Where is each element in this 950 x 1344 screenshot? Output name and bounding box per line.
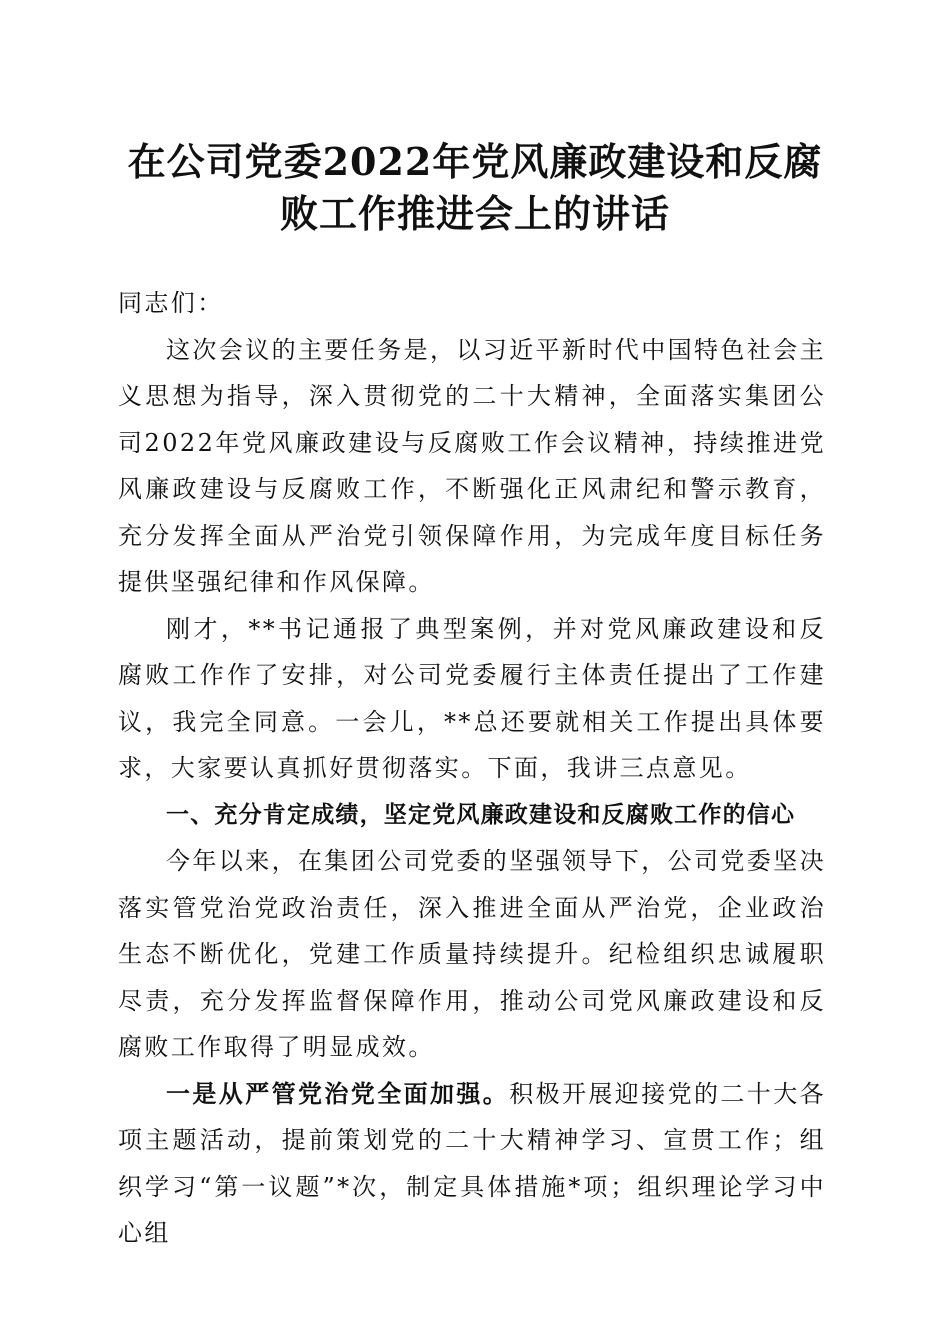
section-heading-1: 一、充分肯定成绩，坚定党风廉政建设和反腐败工作的信心 [166,801,796,828]
paragraph-agenda: 刚才，**书记通报了典型案例，并对党风廉政建设和反腐败工作作了安排，对公司党委履行主体责任提出了工作建议，我完全同意。一会儿，**总还要就相关工作提出具体要求，大家要认真抓好贯彻落实。下面，我讲三点意见。 [118,614,826,782]
point-1-text: 积极开展迎接党的二十大各项主题活动，提前策划党的二十大精神学习、宣贯工作；组织学习“第一议题”*次，制定具体措施*项；组织理论学习中心组 [118,1079,827,1247]
paragraph-achievements: 今年以来，在集团公司党委的坚强领导下，公司党委坚决落实管党治党政治责任，深入推进全面从严治党，企业政治生态不断优化，党建工作质量持续提升。纪检组织忠诚履职尽责，充分发挥监督保障作用，推动公司党风廉政建设和反腐败工作取得了明显成效。 [118,847,826,1061]
paragraph-point-1 [118,1071,826,1257]
point-1-lead: 一是从严管党治党全面加强。 [166,1078,510,1108]
document-body [118,280,826,1257]
document-title: 在公司党委2022年党风廉政建设和反腐败工作推进会上的讲话 [127,139,823,236]
paragraph-meeting-purpose: 这次会议的主要任务是，以习近平新时代中国特色社会主义思想为指导，深入贯彻党的二十大精神，全面落实集团公司2022年党风廉政建设与反腐败工作会议精神，持续推进党风廉政建设与反腐败工作，不断强化正风肃纪和警示教育，充分发挥全面从严治党引领保障作用，为完成年度目标任务提供坚强纪律和作风保障。 [118,335,826,596]
salutation: 同志们： [118,289,224,317]
